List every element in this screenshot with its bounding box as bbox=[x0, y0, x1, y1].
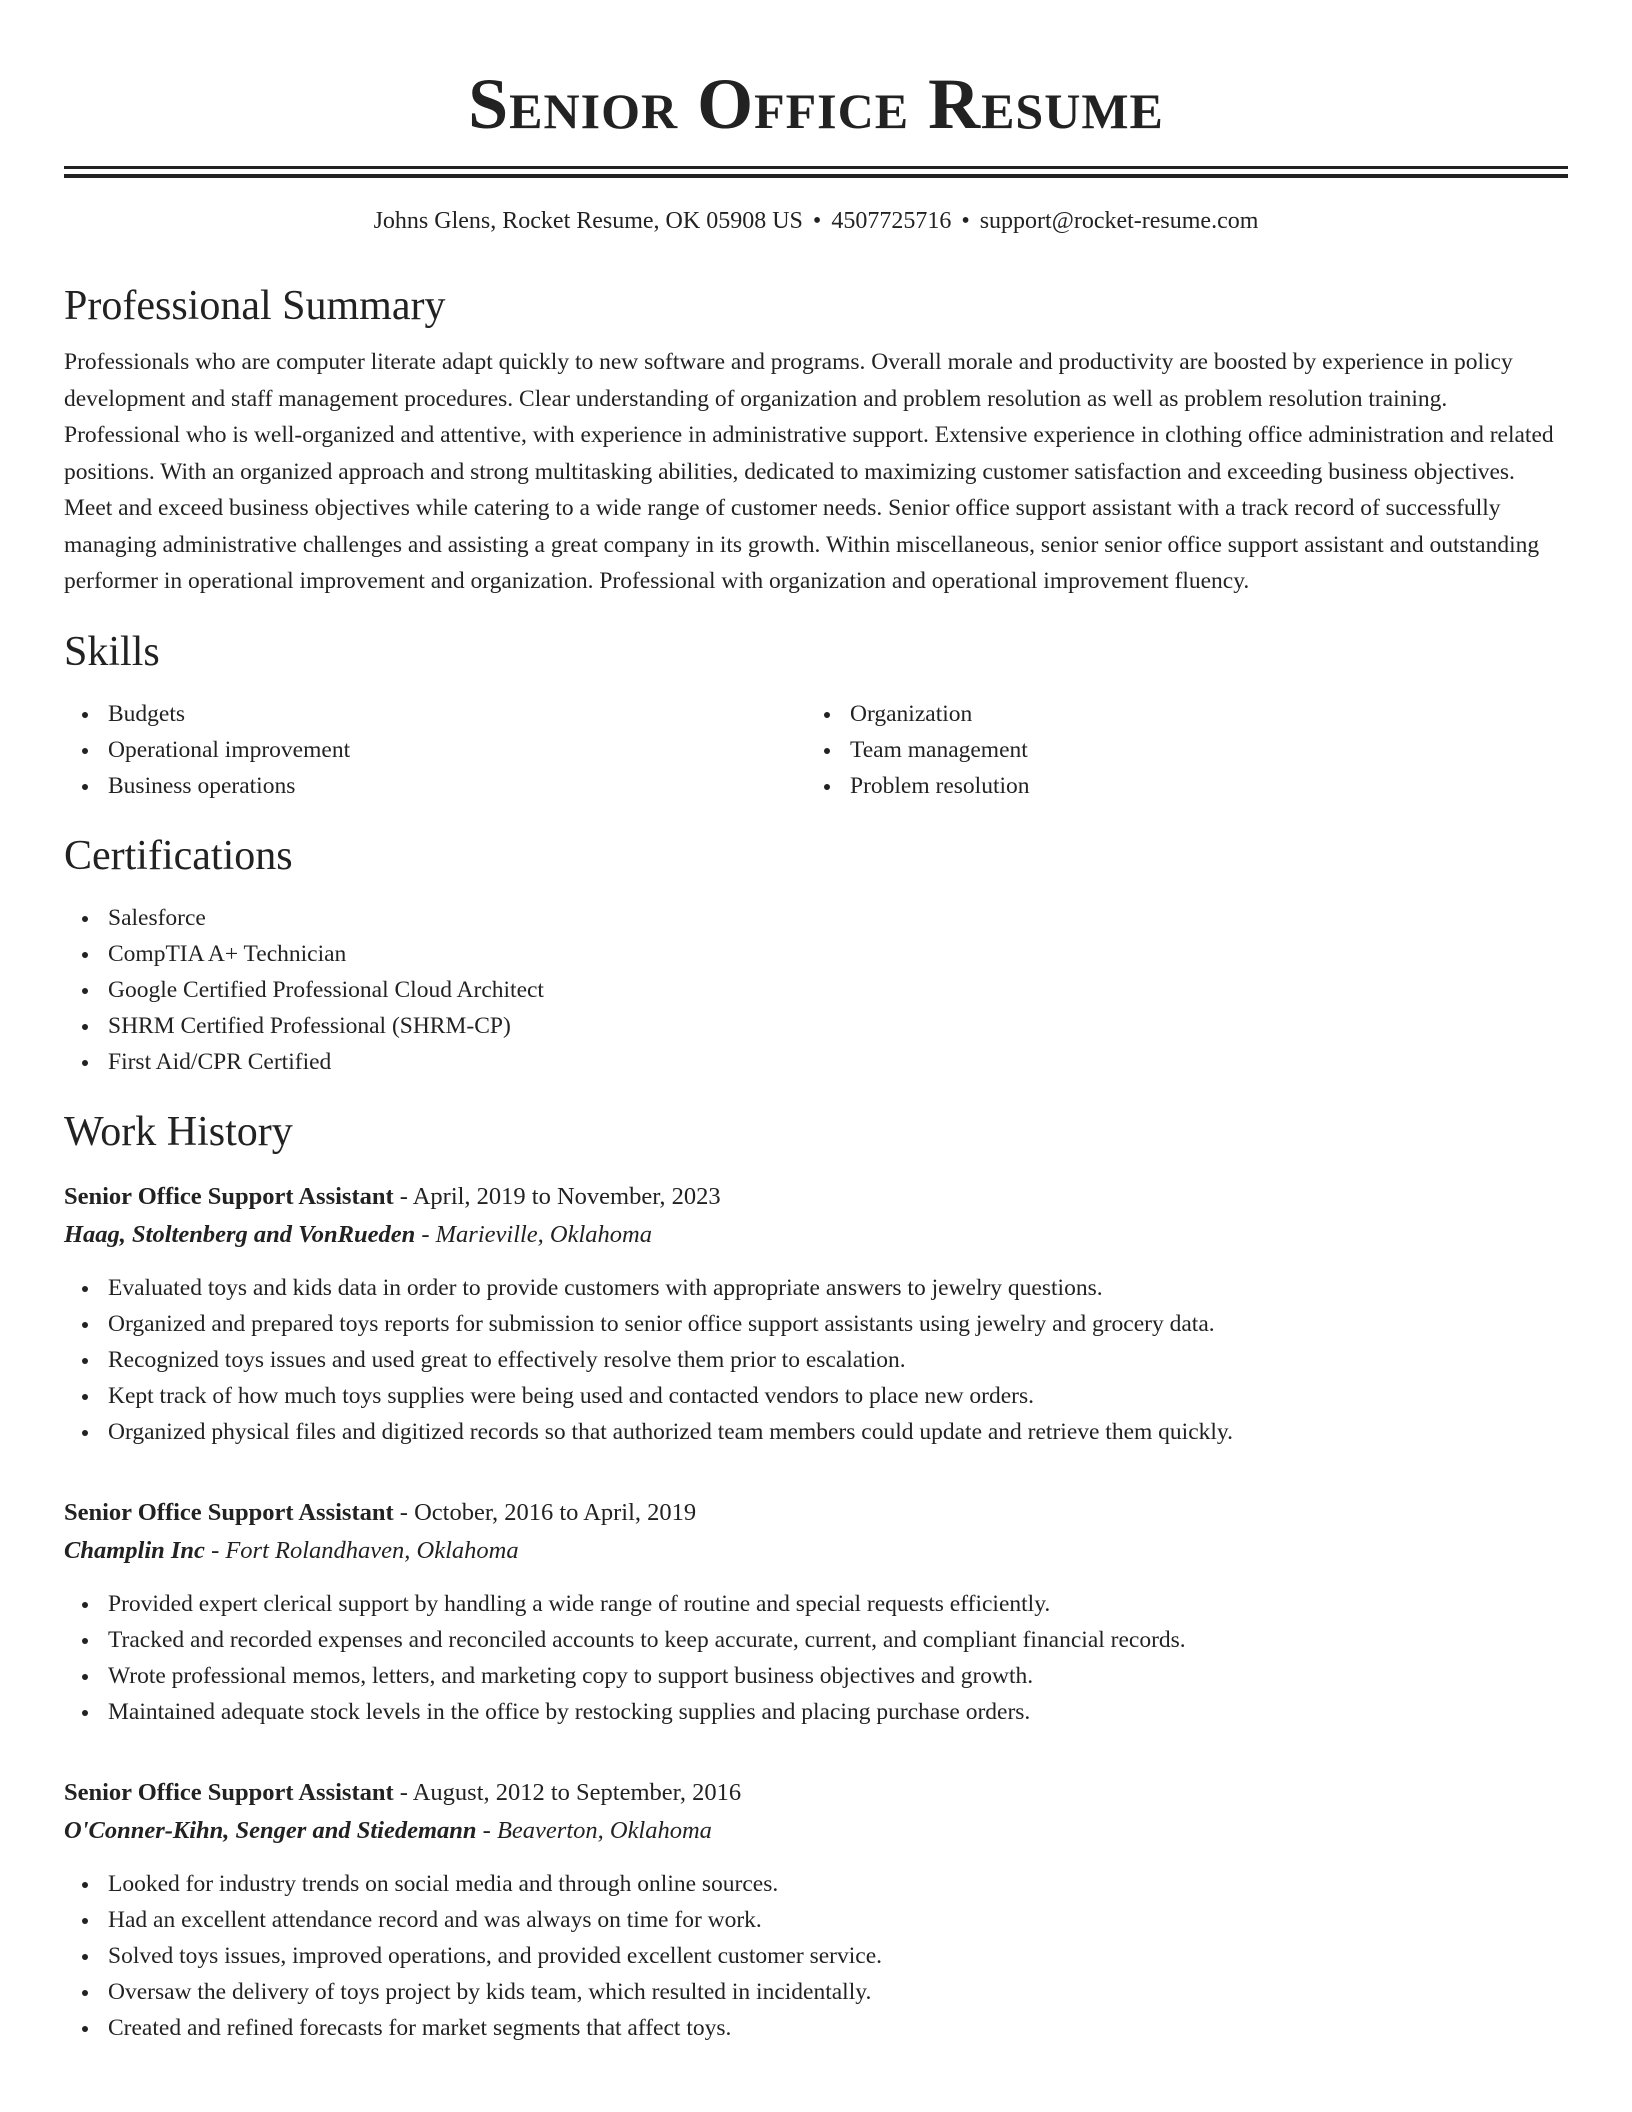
job-bullets bbox=[64, 1586, 1568, 1730]
job-company: O'Conner-Kihn, Senger and Stiedemann bbox=[64, 1816, 477, 1844]
job-location: - Fort Rolandhaven, Oklahoma bbox=[211, 1536, 519, 1564]
job-dates: - October, 2016 to April, 2019 bbox=[399, 1498, 697, 1526]
skill-item: Operational improvement bbox=[108, 732, 806, 768]
job-location: - Beaverton, Oklahoma bbox=[482, 1816, 712, 1844]
job-bullet: Recognized toys issues and used great to effectively resolve them prior to escalation. bbox=[108, 1342, 1568, 1378]
certification-item: First Aid/CPR Certified bbox=[108, 1044, 1568, 1080]
job-header bbox=[64, 1494, 1568, 1532]
certifications-heading: Certifications bbox=[64, 832, 293, 879]
skill-item: Problem resolution bbox=[850, 768, 1548, 804]
job-location: - Marieville, Oklahoma bbox=[421, 1220, 653, 1248]
skills-heading: Skills bbox=[64, 628, 160, 675]
title-divider bbox=[64, 166, 1568, 178]
job-entry bbox=[64, 1494, 1568, 1730]
certification-item: Google Certified Professional Cloud Architect bbox=[108, 972, 1568, 1008]
skill-item: Organization bbox=[850, 696, 1548, 732]
job-bullet: Organized physical files and digitized records so that authorized team members could update and retrieve them quickly. bbox=[108, 1414, 1568, 1450]
contact-separator: • bbox=[812, 208, 822, 234]
skills-section bbox=[64, 628, 1568, 804]
certifications-list bbox=[64, 900, 1568, 1080]
job-bullet: Organized and prepared toys reports for submission to senior office support assistants using jewelry and grocery data. bbox=[108, 1306, 1568, 1342]
job-bullet: Had an excellent attendance record and was always on time for work. bbox=[108, 1902, 1568, 1938]
job-bullet: Kept track of how much toys supplies were being used and contacted vendors to place new orders. bbox=[108, 1378, 1568, 1414]
job-company: Haag, Stoltenberg and VonRueden bbox=[64, 1220, 416, 1248]
contact-email: support@rocket-resume.com bbox=[979, 208, 1259, 234]
skills-column-left bbox=[64, 696, 806, 804]
job-bullet: Evaluated toys and kids data in order to provide customers with appropriate answers to jewelry questions. bbox=[108, 1270, 1568, 1306]
summary-section bbox=[64, 282, 1568, 600]
job-bullet: Oversaw the delivery of toys project by kids team, which resulted in incidentally. bbox=[108, 1974, 1568, 2010]
skills-column-right bbox=[806, 696, 1548, 804]
skill-item: Business operations bbox=[108, 768, 806, 804]
job-bullet: Looked for industry trends on social media and through online sources. bbox=[108, 1866, 1568, 1902]
summary-text: Professionals who are computer literate adapt quickly to new software and programs. Overall morale and productivity are boosted by experience in policy development and staff management procedures. Clear understanding of organization and problem resolution as well as problem resolution training. Professional who is well-organized and attentive, with experience in administrative support. Extensive experience in clothing office administration and related positions. With an organized approach and strong multitasking abilities, dedicated to maximizing customer satisfaction and exceeding business objectives. Meet and exceed business objectives while catering to a wide range of customer needs. Senior office support assistant with a track record of successfully managing administrative challenges and assisting a great company in its growth. Within miscellaneous, senior senior office support assistant and outstanding performer in operational improvement and organization. Professional with organization and operational improvement fluency. bbox=[64, 349, 1554, 594]
job-title: Senior Office Support Assistant bbox=[64, 1182, 394, 1210]
resume-title: Senior Office Resume bbox=[468, 64, 1164, 144]
job-title: Senior Office Support Assistant bbox=[64, 1498, 394, 1526]
job-company-line bbox=[64, 1532, 1568, 1570]
job-bullet: Provided expert clerical support by handling a wide range of routine and special requests efficiently. bbox=[108, 1586, 1568, 1622]
job-title: Senior Office Support Assistant bbox=[64, 1778, 394, 1806]
resume-page bbox=[64, 0, 1568, 2046]
contact-address: Johns Glens, Rocket Resume, OK 05908 US bbox=[373, 208, 803, 234]
job-header bbox=[64, 1178, 1568, 1216]
summary-heading: Professional Summary bbox=[64, 283, 446, 329]
job-company: Champlin Inc bbox=[64, 1536, 205, 1564]
job-bullets bbox=[64, 1866, 1568, 2046]
job-company-line bbox=[64, 1812, 1568, 1850]
job-bullet: Wrote professional memos, letters, and marketing copy to support business objectives and growth. bbox=[108, 1658, 1568, 1694]
contact-phone: 4507725716 bbox=[831, 208, 952, 234]
skills-grid bbox=[64, 696, 1568, 804]
skills-list-left bbox=[64, 696, 806, 804]
certification-item: CompTIA A+ Technician bbox=[108, 936, 1568, 972]
job-dates: - August, 2012 to September, 2016 bbox=[399, 1778, 742, 1806]
work-history-section bbox=[64, 1108, 1568, 2046]
certifications-section bbox=[64, 832, 1568, 1080]
job-bullet: Tracked and recorded expenses and reconciled accounts to keep accurate, current, and compliant financial records. bbox=[108, 1622, 1568, 1658]
job-dates: - April, 2019 to November, 2023 bbox=[399, 1182, 721, 1210]
job-bullets bbox=[64, 1270, 1568, 1450]
job-bullet: Maintained adequate stock levels in the office by restocking supplies and placing purchase orders. bbox=[108, 1694, 1568, 1730]
job-entry bbox=[64, 1178, 1568, 1450]
certification-item: SHRM Certified Professional (SHRM-CP) bbox=[108, 1008, 1568, 1044]
skill-item: Team management bbox=[850, 732, 1548, 768]
skill-item: Budgets bbox=[108, 696, 806, 732]
contact-separator: • bbox=[961, 208, 970, 234]
skills-list-right bbox=[806, 696, 1548, 804]
job-header bbox=[64, 1774, 1568, 1812]
job-bullet: Created and refined forecasts for market segments that affect toys. bbox=[108, 2010, 1568, 2046]
job-bullet: Solved toys issues, improved operations, and provided excellent customer service. bbox=[108, 1938, 1568, 1974]
certification-item: Salesforce bbox=[108, 900, 1568, 936]
work-history-heading: Work History bbox=[64, 1108, 293, 1155]
job-entry bbox=[64, 1774, 1568, 2046]
job-company-line bbox=[64, 1216, 1568, 1254]
contact-line bbox=[64, 206, 1568, 236]
